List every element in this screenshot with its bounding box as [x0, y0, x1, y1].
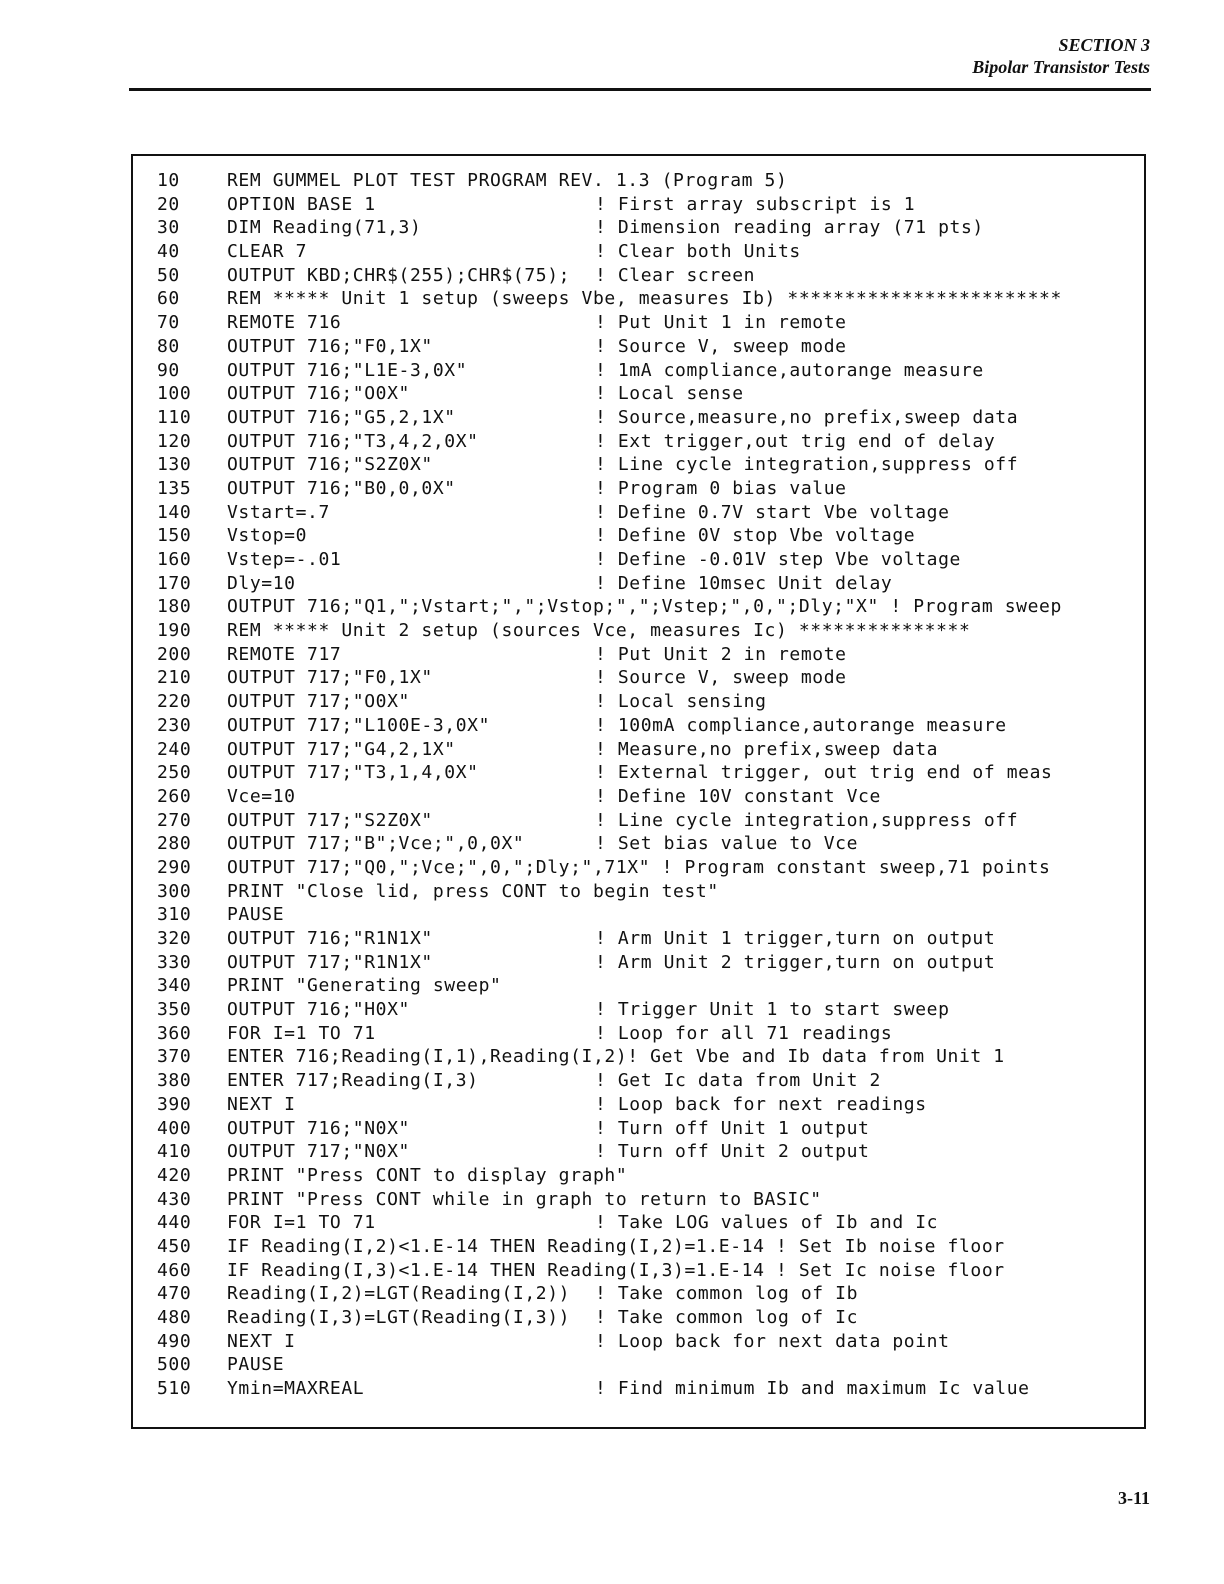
code-line [157, 335, 1062, 359]
line-number: 220 [157, 691, 192, 713]
code-line [157, 240, 1062, 264]
code-comment: ! Source,measure,no prefix,sweep data [595, 406, 1019, 428]
code-comment: ! Arm Unit 2 trigger,turn on output [595, 951, 996, 973]
code-line [157, 382, 1062, 406]
code-comment: ! Define 0.7V start Vbe voltage [595, 501, 950, 523]
code-statement: Dly=10 [227, 572, 296, 594]
code-statement: Reading(I,2)=LGT(Reading(I,2)) [227, 1283, 571, 1305]
code-statement: OUTPUT 716;"S2Z0X" [227, 454, 433, 476]
line-number: 60 [157, 288, 180, 310]
code-comment: ! Line cycle integration,suppress off [595, 809, 1019, 831]
code-comment: ! Define 10msec Unit delay [595, 572, 893, 594]
line-number: 210 [157, 667, 192, 689]
code-comment: ! Loop for all 71 readings [595, 1022, 893, 1044]
line-number: 250 [157, 762, 192, 784]
code-comment: ! Loop back for next readings [595, 1093, 927, 1115]
code-comment: ! Measure,no prefix,sweep data [595, 738, 939, 760]
code-line [157, 738, 1062, 762]
code-statement: Vstep=-.01 [227, 549, 342, 570]
code-line [157, 974, 1062, 998]
code-line [157, 666, 1062, 690]
code-line [157, 809, 1062, 833]
line-number: 450 [157, 1235, 192, 1257]
program-listing [157, 169, 1062, 1401]
line-number: 110 [157, 406, 192, 428]
code-statement: OUTPUT 716;"N0X" [227, 1117, 410, 1139]
code-line [157, 453, 1062, 477]
program-listing-box [131, 154, 1146, 1429]
code-statement: OUTPUT 717;"Q0,";Vce;",0,";Dly;",71X" ! Program constant sweep,71 points [227, 856, 1051, 878]
line-number: 80 [157, 335, 180, 357]
line-number: 380 [157, 1070, 192, 1092]
line-number: 90 [157, 359, 180, 381]
code-line [157, 856, 1062, 880]
code-comment: ! Arm Unit 1 trigger,turn on output [595, 928, 996, 949]
code-line [157, 1235, 1062, 1259]
code-statement: Vce=10 [227, 785, 296, 807]
code-comment: ! Take common log of Ib [595, 1283, 859, 1305]
code-statement: OUTPUT 716;"Q1,";Vstart;",";Vstop;",";Vstep;",0,";Dly;"X" ! Program sweep [227, 596, 1062, 618]
code-statement: OUTPUT 716;"G5,2,1X" [227, 406, 456, 428]
code-statement: REMOTE 717 [227, 643, 342, 665]
line-number: 300 [157, 880, 192, 902]
code-comment: ! Turn off Unit 1 output [595, 1117, 870, 1139]
line-number: 470 [157, 1283, 192, 1305]
code-statement: Vstop=0 [227, 525, 308, 547]
code-line [157, 1282, 1062, 1306]
code-line [157, 1188, 1062, 1212]
line-number: 420 [157, 1164, 192, 1186]
line-number: 330 [157, 951, 192, 973]
code-comment: ! First array subscript is 1 [595, 193, 916, 215]
code-line [157, 595, 1062, 619]
line-number: 140 [157, 501, 192, 523]
line-number: 350 [157, 999, 192, 1021]
code-line [157, 1140, 1062, 1164]
code-line [157, 1093, 1062, 1117]
code-statement: OUTPUT 717;"O0X" [227, 691, 410, 713]
code-line [157, 193, 1062, 217]
code-line [157, 1306, 1062, 1330]
code-comment: ! Find minimum Ib and maximum Ic value [595, 1378, 1030, 1400]
code-line [157, 761, 1062, 785]
code-statement: FOR I=1 TO 71 [227, 1022, 376, 1044]
line-number: 410 [157, 1141, 192, 1163]
code-line [157, 903, 1062, 927]
code-line [157, 1117, 1062, 1141]
code-comment: ! Put Unit 2 in remote [595, 643, 847, 665]
code-statement: Ymin=MAXREAL [227, 1378, 365, 1400]
code-statement: OUTPUT 717;"L100E-3,0X" [227, 714, 491, 736]
line-number: 120 [157, 430, 192, 452]
code-statement: Reading(I,3)=LGT(Reading(I,3)) [227, 1307, 571, 1328]
code-statement: OUTPUT 717;"F0,1X" [227, 667, 433, 689]
code-statement: OUTPUT 717;"B";Vce;",0,0X" [227, 833, 525, 855]
code-statement: OUTPUT 717;"N0X" [227, 1141, 410, 1163]
code-comment: ! Take LOG values of Ib and Ic [595, 1212, 939, 1234]
code-comment: ! Local sensing [595, 691, 767, 713]
header-rule [129, 88, 1151, 91]
code-comment: ! Define 10V constant Vce [595, 785, 881, 807]
code-line [157, 1211, 1062, 1235]
line-number: 190 [157, 620, 192, 642]
code-comment: ! Line cycle integration,suppress off [595, 454, 1019, 476]
code-statement: PRINT "Generating sweep" [227, 975, 502, 997]
line-number: 290 [157, 856, 192, 878]
line-number: 320 [157, 928, 192, 949]
code-comment: ! Set bias value to Vce [595, 833, 859, 855]
line-number: 500 [157, 1354, 192, 1376]
code-line [157, 572, 1062, 596]
line-number: 510 [157, 1378, 192, 1400]
code-statement: PRINT "Press CONT while in graph to return to BASIC" [227, 1188, 822, 1210]
code-line [157, 311, 1062, 335]
page-number: 3-11 [1117, 1488, 1150, 1508]
line-number: 460 [157, 1259, 192, 1281]
code-line [157, 951, 1062, 975]
line-number: 100 [157, 383, 192, 405]
code-statement: OUTPUT KBD;CHR$(255);CHR$(75); [227, 264, 571, 286]
line-number: 130 [157, 454, 192, 476]
code-line [157, 1259, 1062, 1283]
code-line [157, 643, 1062, 667]
code-statement: OUTPUT 716;"B0,0,0X" [227, 477, 456, 499]
code-comment: ! Turn off Unit 2 output [595, 1141, 870, 1163]
code-statement: OUTPUT 716;"F0,1X" [227, 335, 433, 357]
code-comment: ! Trigger Unit 1 to start sweep [595, 999, 950, 1021]
code-comment: ! External trigger, out trig end of meas [595, 762, 1053, 784]
line-number: 70 [157, 312, 180, 334]
code-comment: ! 1mA compliance,autorange measure [595, 359, 984, 381]
line-number: 430 [157, 1188, 192, 1210]
code-statement: DIM Reading(71,3) [227, 217, 422, 239]
code-comment: ! Define -0.01V step Vbe voltage [595, 549, 961, 570]
code-statement: CLEAR 7 [227, 241, 308, 263]
code-line [157, 1069, 1062, 1093]
code-comment: ! Dimension reading array (71 pts) [595, 217, 984, 239]
line-number: 10 [157, 170, 180, 191]
section-title: SECTION 3 [1058, 35, 1150, 55]
line-number: 240 [157, 738, 192, 760]
code-comment: ! 100mA compliance,autorange measure [595, 714, 1007, 736]
code-statement: ENTER 716;Reading(I,1),Reading(I,2)! Get Vbe and Ib data from Unit 1 [227, 1046, 1005, 1068]
code-statement: IF Reading(I,2)<1.E-14 THEN Reading(I,2)=1.E-14 ! Set Ib noise floor [227, 1235, 1005, 1257]
code-line [157, 406, 1062, 430]
code-statement: FOR I=1 TO 71 [227, 1212, 376, 1234]
code-line [157, 1164, 1062, 1188]
code-line [157, 1045, 1062, 1069]
line-number: 490 [157, 1330, 192, 1352]
code-statement: REM GUMMEL PLOT TEST PROGRAM REV. 1.3 (Program 5) [227, 170, 788, 191]
line-number: 260 [157, 785, 192, 807]
code-line [157, 264, 1062, 288]
code-comment: ! Put Unit 1 in remote [595, 312, 847, 334]
code-comment: ! Define 0V stop Vbe voltage [595, 525, 916, 547]
line-number: 340 [157, 975, 192, 997]
code-line [157, 477, 1062, 501]
code-line [157, 548, 1062, 572]
line-number: 180 [157, 596, 192, 618]
code-statement: NEXT I [227, 1330, 296, 1352]
page-header [972, 34, 1150, 78]
code-comment: ! Source V, sweep mode [595, 667, 847, 689]
code-comment: ! Source V, sweep mode [595, 335, 847, 357]
code-line [157, 619, 1062, 643]
code-line [157, 832, 1062, 856]
code-statement: IF Reading(I,3)<1.E-14 THEN Reading(I,3)=1.E-14 ! Set Ic noise floor [227, 1259, 1005, 1281]
section-subtitle: Bipolar Transistor Tests [972, 57, 1150, 77]
line-number: 370 [157, 1046, 192, 1068]
code-statement: REMOTE 716 [227, 312, 342, 334]
code-line [157, 880, 1062, 904]
code-statement: OUTPUT 716;"O0X" [227, 383, 410, 405]
line-number: 230 [157, 714, 192, 736]
code-line [157, 287, 1062, 311]
code-comment: ! Program 0 bias value [595, 477, 847, 499]
line-number: 40 [157, 241, 180, 263]
code-line [157, 927, 1062, 951]
line-number: 280 [157, 833, 192, 855]
line-number: 170 [157, 572, 192, 594]
code-comment: ! Get Ic data from Unit 2 [595, 1070, 881, 1092]
code-statement: OUTPUT 716;"R1N1X" [227, 928, 433, 949]
code-statement: PAUSE [227, 904, 285, 926]
line-number: 50 [157, 264, 180, 286]
code-line [157, 1330, 1062, 1354]
line-number: 200 [157, 643, 192, 665]
code-line [157, 690, 1062, 714]
code-statement: OUTPUT 717;"S2Z0X" [227, 809, 433, 831]
code-line [157, 998, 1062, 1022]
line-number: 160 [157, 549, 192, 570]
code-comment: ! Clear both Units [595, 241, 801, 263]
code-comment: ! Local sense [595, 383, 744, 405]
line-number: 310 [157, 904, 192, 926]
code-line [157, 430, 1062, 454]
code-statement: Vstart=.7 [227, 501, 330, 523]
line-number: 390 [157, 1093, 192, 1115]
code-statement: OUTPUT 716;"T3,4,2,0X" [227, 430, 479, 452]
code-statement: PRINT "Close lid, press CONT to begin test" [227, 880, 719, 902]
code-line [157, 524, 1062, 548]
code-statement: OPTION BASE 1 [227, 193, 376, 215]
code-statement: OUTPUT 717;"R1N1X" [227, 951, 433, 973]
code-comment: ! Take common log of Ic [595, 1307, 859, 1328]
code-line [157, 216, 1062, 240]
code-statement: OUTPUT 717;"G4,2,1X" [227, 738, 456, 760]
code-statement: NEXT I [227, 1093, 296, 1115]
line-number: 480 [157, 1307, 192, 1328]
code-statement: REM ***** Unit 1 setup (sweeps Vbe, measures Ib) ************************ [227, 288, 1062, 310]
code-line [157, 1353, 1062, 1377]
code-statement: PRINT "Press CONT to display graph" [227, 1164, 628, 1186]
code-comment: ! Clear screen [595, 264, 756, 286]
line-number: 30 [157, 217, 180, 239]
code-line [157, 1022, 1062, 1046]
code-comment: ! Ext trigger,out trig end of delay [595, 430, 996, 452]
line-number: 20 [157, 193, 180, 215]
code-statement: REM ***** Unit 2 setup (sources Vce, measures Ic) *************** [227, 620, 971, 642]
line-number: 440 [157, 1212, 192, 1234]
line-number: 150 [157, 525, 192, 547]
line-number: 135 [157, 477, 192, 499]
code-statement: OUTPUT 717;"T3,1,4,0X" [227, 762, 479, 784]
code-statement: ENTER 717;Reading(I,3) [227, 1070, 479, 1092]
code-line [157, 1377, 1062, 1401]
code-line [157, 785, 1062, 809]
code-line [157, 359, 1062, 383]
code-comment: ! Loop back for next data point [595, 1330, 950, 1352]
code-statement: OUTPUT 716;"H0X" [227, 999, 410, 1021]
code-line [157, 501, 1062, 525]
code-line [157, 169, 1062, 193]
line-number: 400 [157, 1117, 192, 1139]
line-number: 270 [157, 809, 192, 831]
code-line [157, 714, 1062, 738]
code-statement: OUTPUT 716;"L1E-3,0X" [227, 359, 468, 381]
line-number: 360 [157, 1022, 192, 1044]
code-statement: PAUSE [227, 1354, 285, 1376]
